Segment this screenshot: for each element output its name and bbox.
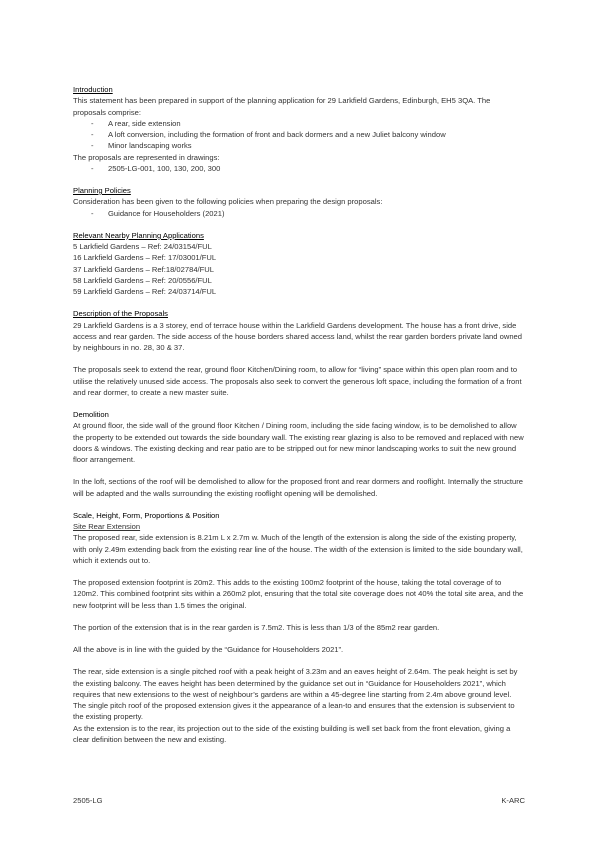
nearby-heading: Relevant Nearby Planning Applications bbox=[73, 230, 204, 240]
intro-bullet-2: - A loft conversion, including the formation of front and back dormers and a new Juliet balcony window bbox=[73, 129, 525, 140]
scale-paragraph-5: The rear, side extension is a single pitched roof with a peak height of 3.23m and an eaves height of 2.64m. The peak height is set by the existing balcony. The eaves height has been determined by the guidance set out in “Guidance for Householders 2021”, which requires that new extensions to the west of neighbour’s gardens are within a 45-degree line starting from 2.4m above ground level. The single pitch roof of the proposed extension gives it the appearance of a lean-to and ensures that the extension is subservient to the existing property. bbox=[73, 667, 518, 722]
description-paragraph-2: The proposals seek to extend the rear, ground floor Kitchen/Dining room, to allow for “living” space within this open plan room and to utilise the relatively unused side access. The proposals also seek to convert the generous loft space, including the formation of a front and rear dormer, to create a new master suite. bbox=[73, 365, 522, 397]
policies-bullet: - Guidance for Householders (2021) bbox=[73, 208, 525, 219]
policies-paragraph: Consideration has been given to the following policies when preparing the design proposals: bbox=[73, 197, 383, 207]
scale-paragraph-6: As the extension is to the rear, its projection out to the side of the existing building is well set back from the front elevation, giving a clear definition between the new and existing. bbox=[73, 723, 511, 744]
scale-heading: Scale, Height, Form, Proportions & Position bbox=[73, 510, 220, 520]
nearby-item: 16 Larkfield Gardens – Ref: 17/03001/FUL bbox=[73, 253, 217, 263]
scale-paragraph-4: All the above is in line with the guided by the “Guidance for Householders 2021”. bbox=[73, 645, 344, 654]
footer-company: K-ARC bbox=[501, 796, 525, 805]
page-footer bbox=[73, 796, 525, 805]
description-paragraph-1: 29 Larkfield Gardens is a 3 storey, end of terrace house within the Larkfield Gardens development. The house has a front drive, side access and rear garden. The side access of the house borders shared access land, whilst the rear garden borders private land owned by neighbours in no. 28, 30 & 37. bbox=[73, 320, 522, 352]
intro-paragraph: This statement has been prepared in support of the planning application for 29 Larkfield Gardens, Edinburgh, EH5 3QA. The proposals comprise: bbox=[73, 96, 491, 117]
scale-paragraph-3: The portion of the extension that is in the rear garden is 7.5m2. This is less than 1/3 of the 85m2 rear garden. bbox=[73, 622, 440, 632]
demolition-paragraph-2: In the loft, sections of the roof will be demolished to allow for the proposed front and rear dormers and rooflight. Internally the structure will be adapted and the walls surrounding the existing rooflight opening will be demolished. bbox=[73, 477, 523, 498]
document-page bbox=[73, 84, 525, 745]
intro-bullet-3: - Minor landscaping works bbox=[73, 140, 525, 151]
description-heading: Description of the Proposals bbox=[73, 309, 168, 319]
intro-heading: Introduction bbox=[73, 85, 113, 94]
intro-drawings-text: The proposals are represented in drawings: bbox=[73, 152, 220, 162]
policies-heading: Planning Policies bbox=[73, 186, 131, 195]
intro-bullet-1: - A rear, side extension bbox=[73, 118, 525, 129]
scale-paragraph-1: The proposed rear, side extension is 8.21m L x 2.7m w. Much of the length of the extension is along the side of the existing property, with only 2.49m extending back from the existing rear line of the house. The width of the extension is limited to the side boundary wall, which it extends out to. bbox=[73, 533, 523, 565]
demolition-heading: Demolition bbox=[73, 410, 109, 419]
scale-subheading: Site Rear Extension bbox=[73, 522, 141, 531]
demolition-paragraph-1: At ground floor, the side wall of the ground floor Kitchen / Dining room, including the side facing window, is to be demolished to allow the property to be extended out towards the side boundary wall. The existing rear glazing is also to be removed and replaced with new doors & windows. The existing decking and rear patio are to be stripped out for new minor landscaping works to suit the new ground floor arrangement. bbox=[73, 421, 524, 464]
scale-paragraph-2: The proposed extension footprint is 20m2. This adds to the existing 100m2 footprint of the house, taking the total coverage of to 120m2. This combined footprint sits within a 260m2 plot, ensuring that the total site coverage does not 40% the total site area, and the new footprint will be less than 1.5 times the original. bbox=[73, 578, 524, 610]
intro-drawings-list: - 2505-LG-001, 100, 130, 200, 300 bbox=[73, 163, 525, 174]
nearby-item: 37 Larkfield Gardens – Ref:18/02784/FUL bbox=[73, 264, 214, 274]
nearby-item: 58 Larkfield Gardens – Ref: 20/0556/FUL bbox=[73, 275, 212, 285]
nearby-item: 59 Larkfield Gardens – Ref: 24/03714/FUL bbox=[73, 287, 217, 296]
footer-project-code: 2505-LG bbox=[73, 796, 103, 805]
nearby-item: 5 Larkfield Gardens – Ref: 24/03154/FUL bbox=[73, 242, 212, 251]
